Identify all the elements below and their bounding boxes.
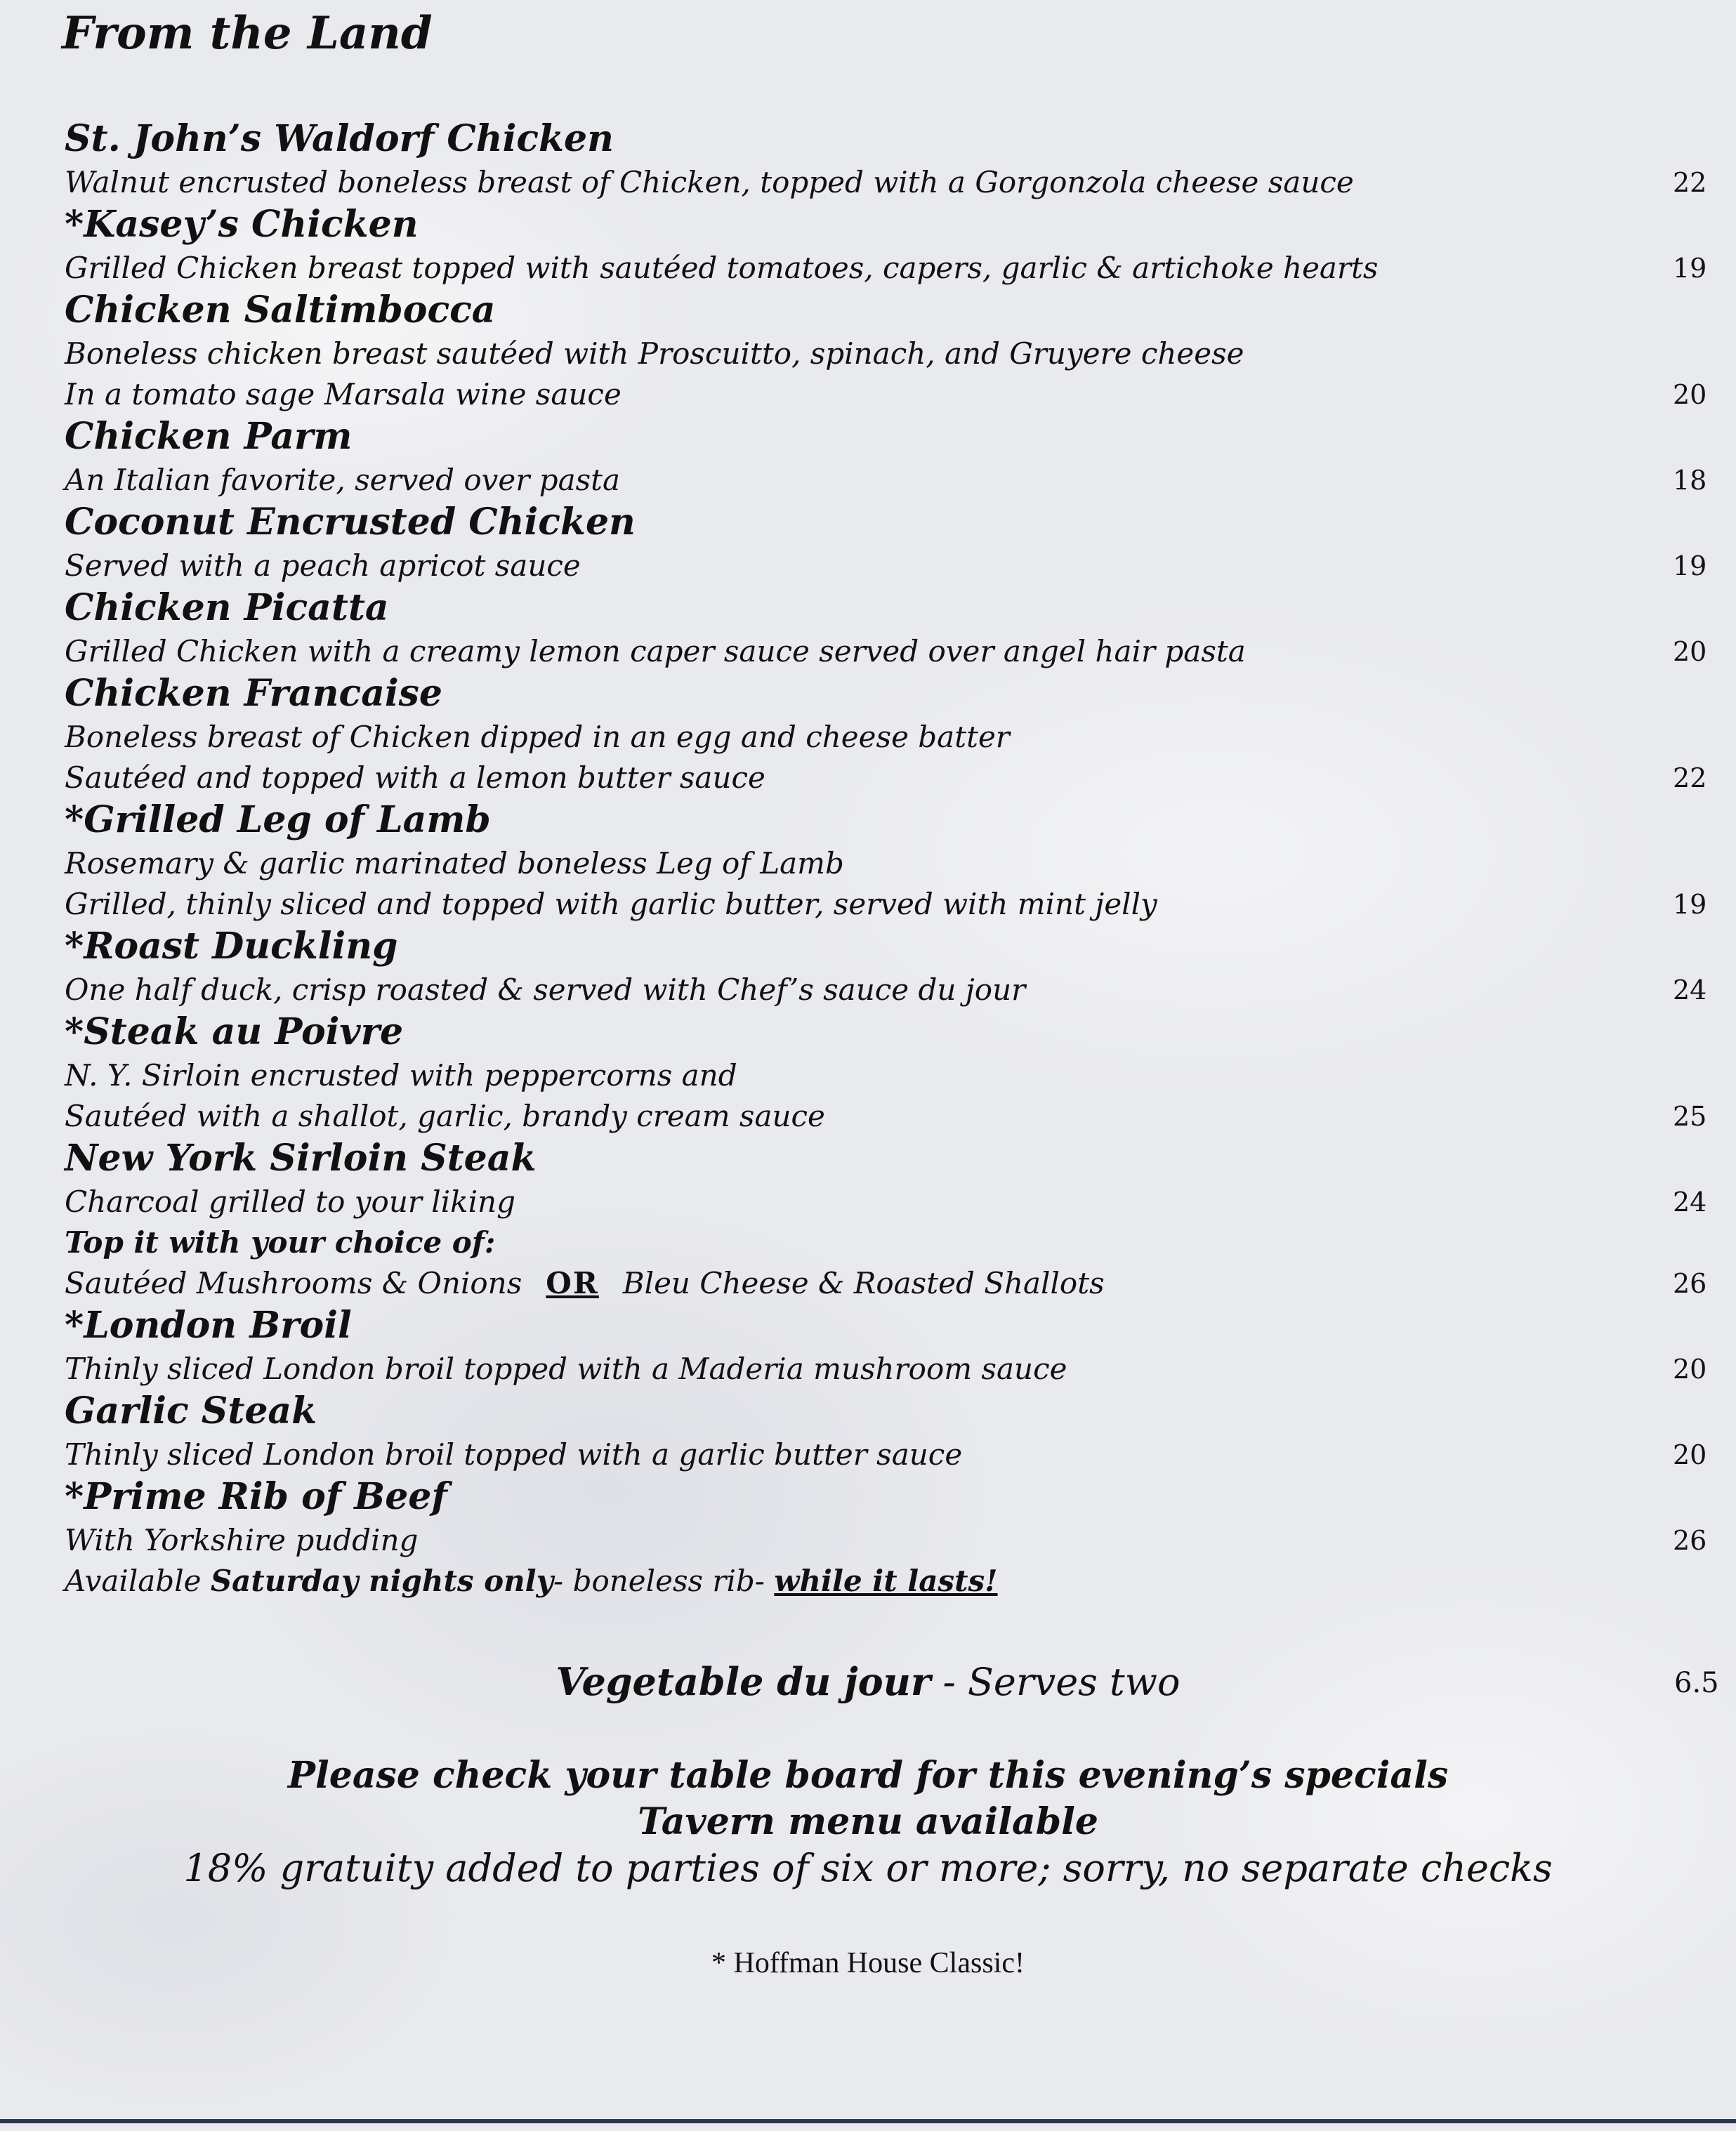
vegetable-serves: - Serves two: [931, 1660, 1181, 1704]
item-price: 22: [1673, 167, 1707, 198]
item-description: Boneless chicken breast sautéed with Proscuitto, spinach, and Gruyere cheese: [65, 336, 1244, 371]
item-description: Thinly sliced London broil topped with a Maderia mushroom sauce 20: [65, 1350, 1722, 1390]
menu-item: [65, 1476, 1722, 1602]
section-title: From the Land: [62, 7, 433, 60]
item-name: Chicken Saltimbocca: [65, 289, 496, 331]
tavern-note: Tavern menu available: [638, 1800, 1098, 1843]
item-description: An Italian favorite, served over pasta 18: [65, 461, 1722, 501]
item-description: Grilled Chicken breast topped with sautéed tomatoes, capers, garlic & artichoke hearts 19: [65, 249, 1722, 289]
topping-options: [65, 1264, 1722, 1305]
item-price: 18: [1673, 465, 1707, 496]
item-name: *Roast Duckling: [65, 925, 398, 968]
item-name: *London Broil: [65, 1304, 352, 1347]
prime-rib-note: Available Saturday nights only- boneless rib- while it lasts!: [65, 1564, 998, 1598]
menu-item: [65, 204, 1722, 289]
footer-notes: [0, 1753, 1736, 1892]
item-description: Sautéed with a shallot, garlic, brandy cream sauce 25: [65, 1097, 1722, 1137]
menu-item: [65, 1011, 1722, 1137]
item-name: Chicken Parm: [65, 415, 353, 458]
item-name: *Kasey’s Chicken: [65, 203, 419, 246]
topping-option-b: Bleu Cheese & Roasted Shallots: [622, 1266, 1105, 1300]
item-price: 20: [1673, 636, 1707, 667]
item-price: 26: [1673, 1268, 1707, 1299]
menu-item: [65, 673, 1722, 799]
vegetable-price: 6.5: [1674, 1667, 1719, 1699]
menu-item: [65, 289, 1722, 416]
item-price: 20: [1673, 1439, 1707, 1470]
menu-item: [65, 416, 1722, 501]
item-name: St. John’s Waldorf Chicken: [65, 117, 614, 160]
item-description: Grilled Chicken with a creamy lemon caper sauce served over angel hair pasta 20: [65, 632, 1722, 673]
item-description: Walnut encrusted boneless breast of Chicken, topped with a Gorgonzola cheese sauce 22: [65, 163, 1722, 204]
specials-note: Please check your table board for this evening’s specials: [287, 1754, 1449, 1797]
item-description: Boneless breast of Chicken dipped in an egg and cheese batter: [65, 720, 1010, 754]
item-name: *Grilled Leg of Lamb: [65, 798, 491, 841]
bottom-divider: [0, 2119, 1736, 2123]
item-description: With Yorkshire pudding 26: [65, 1521, 1722, 1562]
topping-option-a: Sautéed Mushrooms & Onions: [65, 1266, 522, 1300]
vegetable-name: Vegetable du jour: [555, 1659, 931, 1704]
item-description: Charcoal grilled to your liking 24: [65, 1182, 1722, 1223]
item-price: 24: [1673, 975, 1707, 1005]
item-price: 19: [1673, 253, 1707, 284]
item-description: N. Y. Sirloin encrusted with peppercorns and: [65, 1058, 737, 1093]
menu-item: [65, 925, 1722, 1011]
item-description: Thinly sliced London broil topped with a garlic butter sauce 20: [65, 1435, 1722, 1476]
vegetable-line: [0, 1657, 1736, 1707]
item-name: Garlic Steak: [65, 1390, 317, 1432]
item-name: *Steak au Poivre: [65, 1010, 404, 1053]
item-description: One half duck, crisp roasted & served with Chef’s sauce du jour 24: [65, 970, 1722, 1011]
item-price: 20: [1673, 379, 1707, 410]
menu-item: [65, 587, 1722, 673]
item-price: 26: [1673, 1525, 1707, 1556]
item-description: Grilled, thinly sliced and topped with garlic butter, served with mint jelly 19: [65, 885, 1722, 925]
item-price: 24: [1673, 1187, 1707, 1218]
menu-item: [65, 1137, 1722, 1305]
item-name: Coconut Encrusted Chicken: [65, 501, 636, 543]
item-price: 19: [1673, 889, 1707, 920]
menu-item: [65, 118, 1722, 204]
item-description: Rosemary & garlic marinated boneless Leg of Lamb: [65, 846, 844, 880]
menu-item: [65, 1390, 1722, 1476]
menu-item: [65, 501, 1722, 587]
topping-prompt: Top it with your choice of:: [65, 1225, 496, 1260]
item-price: 25: [1673, 1101, 1707, 1132]
item-name: Chicken Francaise: [65, 672, 443, 715]
item-price: 20: [1673, 1354, 1707, 1385]
menu-item: [65, 799, 1722, 925]
item-name: *Prime Rib of Beef: [65, 1475, 447, 1518]
menu-items: [65, 118, 1722, 1602]
item-name: New York Sirloin Steak: [65, 1137, 537, 1180]
item-name: Chicken Picatta: [65, 586, 389, 629]
item-description: In a tomato sage Marsala wine sauce 20: [65, 375, 1722, 416]
menu-item: [65, 1305, 1722, 1390]
item-description: Sautéed and topped with a lemon butter sauce 22: [65, 758, 1722, 799]
item-price: 22: [1673, 763, 1707, 793]
topping-or: OR: [546, 1266, 599, 1300]
classic-note: * Hoffman House Classic!: [711, 1947, 1025, 1979]
gratuity-note: 18% gratuity added to parties of six or more; sorry, no separate checks: [183, 1846, 1553, 1890]
item-description: Served with a peach apricot sauce 19: [65, 546, 1722, 587]
item-price: 19: [1673, 550, 1707, 581]
